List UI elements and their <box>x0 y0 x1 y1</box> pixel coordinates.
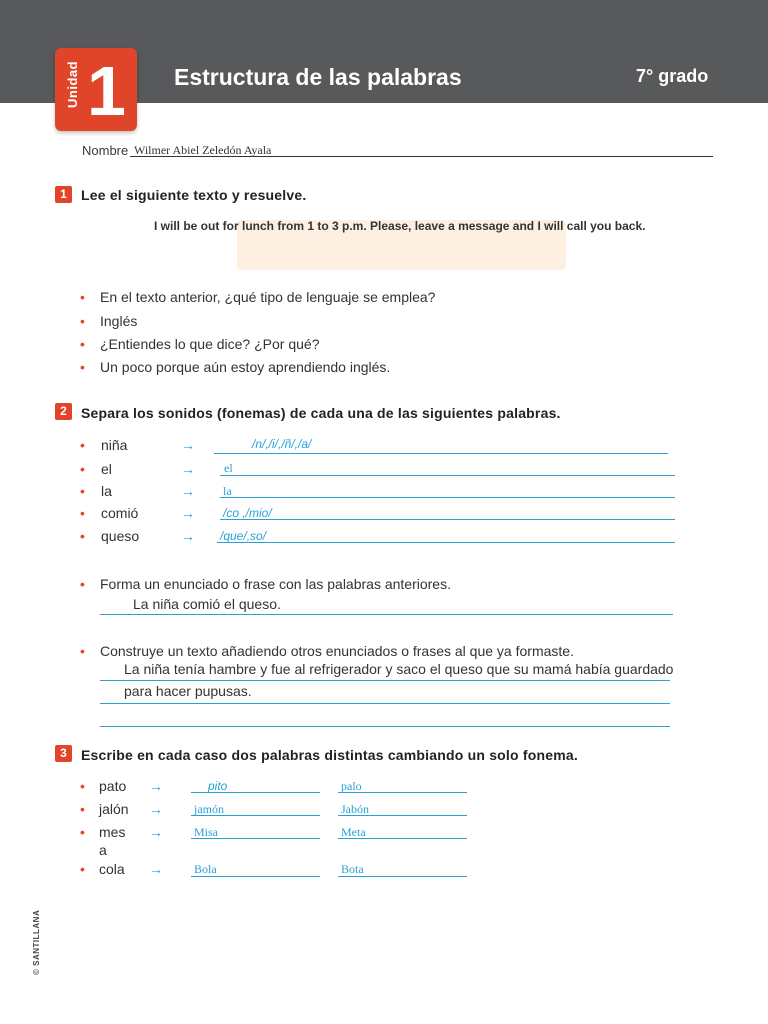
table-row: • mes <box>80 824 126 840</box>
page-title: Estructura de las palabras <box>174 64 462 90</box>
list-item: • Un poco porque aún estoy aprendiendo inglés. <box>80 359 391 375</box>
answer-field[interactable]: Bola <box>194 862 217 876</box>
answer-field[interactable]: palo <box>341 779 362 793</box>
answer-line <box>220 519 675 520</box>
list-item: • En el texto anterior, ¿qué tipo de lenguaje se emplea? <box>80 289 436 305</box>
unit-word: Unidad <box>65 60 80 108</box>
section-3-number: 3 <box>55 745 72 762</box>
answer-field[interactable]: /co ,/mio/ <box>223 506 272 520</box>
list-item: • Forma un enunciado o frase con las palabras anteriores. <box>80 576 451 592</box>
answer-field[interactable]: Bota <box>341 862 364 876</box>
list-item-text: ¿Entiendes lo que dice? ¿Por qué? <box>100 336 320 352</box>
section-1-title: Lee el siguiente texto y resuelve. <box>81 187 307 203</box>
answer-field[interactable]: /que/,so/ <box>220 529 267 543</box>
list-item-text: En el texto anterior, ¿qué tipo de lenguaje se emplea? <box>100 289 436 305</box>
table-row: • niña <box>80 437 128 453</box>
answer-field[interactable]: pito <box>208 779 228 793</box>
list-item-text: Forma un enunciado o frase con las palabras anteriores. <box>100 576 451 592</box>
text-answer-line-2[interactable]: para hacer pupusas. <box>124 683 252 699</box>
unit-badge <box>55 48 137 131</box>
word-label: queso <box>101 528 140 544</box>
section-3-title: Escribe en cada caso dos palabras distintas cambiando un solo fonema. <box>81 747 578 763</box>
answer-line <box>220 475 675 476</box>
arrow-icon: → <box>181 483 195 499</box>
list-item-text: Construye un texto añadiendo otros enunciados o frases al que ya formaste. <box>100 643 574 659</box>
name-value[interactable]: Wilmer Abiel Zeledón Ayala <box>134 143 272 157</box>
answer-field[interactable]: la <box>223 484 232 498</box>
arrow-icon: → <box>181 461 195 477</box>
table-row: • jalón <box>80 801 129 817</box>
word-label: el <box>101 461 112 477</box>
answer-field[interactable]: jamón <box>194 802 224 816</box>
answer-line <box>214 453 668 454</box>
word-label: cola <box>99 861 125 877</box>
arrow-icon: → <box>181 505 195 521</box>
section-2-title: Separa los sonidos (fonemas) de cada una de las siguientes palabras. <box>81 405 561 421</box>
arrow-icon: → <box>149 861 163 877</box>
name-label: Nombre <box>82 143 129 158</box>
table-row: • el <box>80 461 112 477</box>
table-row: • cola <box>80 861 125 877</box>
table-row: • la <box>80 483 112 499</box>
arrow-icon: → <box>181 437 195 453</box>
answer-text[interactable]: Un poco porque aún estoy aprendiendo inglés. <box>100 359 391 375</box>
answer-line <box>100 614 673 615</box>
answer-field[interactable]: Meta <box>341 825 366 839</box>
answer-field[interactable]: Jabón <box>341 802 369 816</box>
grade-label: 7° grado <box>636 66 709 86</box>
arrow-icon: → <box>149 778 163 794</box>
section-2-number: 2 <box>55 403 72 420</box>
arrow-icon: → <box>181 528 195 544</box>
word-label: pato <box>99 778 127 794</box>
sentence-answer[interactable]: La niña comió el queso. <box>133 596 281 612</box>
word-label: la <box>101 483 112 499</box>
list-item: • Inglés <box>80 313 138 329</box>
table-row: • comió <box>80 505 139 521</box>
list-item: • ¿Entiendes lo que dice? ¿Por qué? <box>80 336 320 352</box>
answer-field[interactable]: Misa <box>194 825 218 839</box>
arrow-icon: → <box>149 824 163 840</box>
answer-line <box>100 680 670 681</box>
unit-number: 1 <box>87 52 126 130</box>
list-item: • Construye un texto añadiendo otros enunciados o frases al que ya formaste. <box>80 643 574 659</box>
message-text: I will be out for lunch from 1 to 3 p.m. Please, leave a message and I will call you back. <box>154 219 646 233</box>
answer-line <box>100 703 670 704</box>
answer-field[interactable]: /n/,/i/,/ñ/,/a/ <box>252 437 312 451</box>
section-1-number: 1 <box>55 186 72 203</box>
text-answer-line-1[interactable]: La niña tenía hambre y fue al refrigerador y saco el queso que su mamá había guardado <box>124 661 674 677</box>
word-label: jalón <box>99 801 129 817</box>
table-row: • queso <box>80 528 140 544</box>
word-label: niña <box>101 437 128 453</box>
table-row: • pato <box>80 778 127 794</box>
answer-line <box>220 497 675 498</box>
word-label: mes <box>99 824 126 840</box>
answer-line <box>217 542 675 543</box>
copyright-label: © SANTILLANA <box>32 909 41 975</box>
arrow-icon: → <box>149 801 163 817</box>
answer-line <box>100 726 670 727</box>
answer-field[interactable]: el <box>224 461 233 475</box>
word-label: comió <box>101 505 139 521</box>
word-label-continued: a <box>99 842 107 858</box>
answer-text[interactable]: Inglés <box>100 313 138 329</box>
